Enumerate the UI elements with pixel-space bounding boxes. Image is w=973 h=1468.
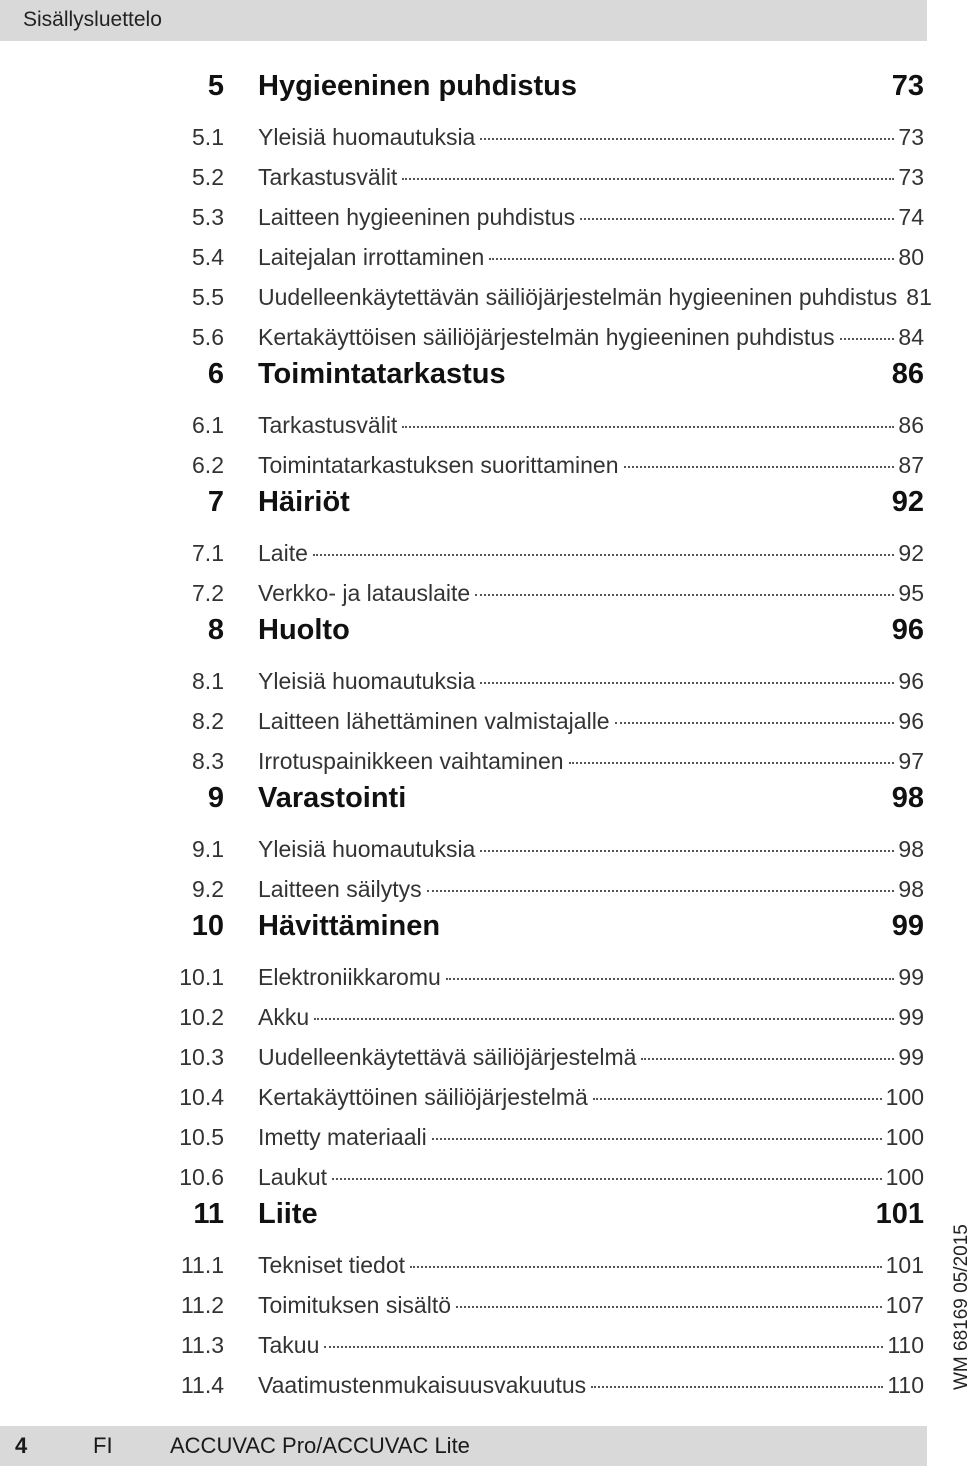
toc-section-row[interactable] <box>0 155 960 195</box>
toc-section-row[interactable] <box>0 1283 960 1323</box>
page-title: Sisällysluettelo <box>23 8 162 31</box>
toc-entry-page: 92 <box>891 486 924 518</box>
dot-leader <box>324 1346 883 1348</box>
toc-entry-title-line <box>258 70 924 103</box>
toc-entry-page: 92 <box>898 540 924 566</box>
toc-entry-number: 10.4 <box>179 1084 224 1110</box>
toc-entry-page: 81 <box>906 284 932 310</box>
toc-entry-title-line <box>258 1332 924 1359</box>
toc-entry-page: 95 <box>898 580 924 606</box>
dot-leader <box>410 1266 882 1268</box>
toc-entry-title-line <box>258 124 924 151</box>
toc-entry-number: 7.2 <box>192 580 224 606</box>
toc-entry-title: Elektroniikkaromu <box>258 964 441 990</box>
toc-entry-title-line <box>258 1124 924 1151</box>
toc-entry-page: 99 <box>898 964 924 990</box>
toc-entry-title: Laitejalan irrottaminen <box>258 244 485 270</box>
toc-entry-title-line <box>258 324 924 351</box>
toc-entry-title: Toimituksen sisältö <box>258 1292 452 1318</box>
dot-leader <box>840 338 895 340</box>
toc-entry-number: 10.6 <box>179 1164 224 1190</box>
toc-entry-page: 99 <box>898 1004 924 1030</box>
toc-entry-page: 80 <box>898 244 924 270</box>
toc-entry-page: 110 <box>887 1372 924 1398</box>
toc-section-row[interactable] <box>0 195 960 235</box>
toc-entry-page: 74 <box>898 204 924 230</box>
toc-entry-title: Yleisiä huomautuksia <box>258 668 476 694</box>
toc-entry-number: 10.2 <box>179 1004 224 1030</box>
toc-entry-title: Huolto <box>258 614 350 646</box>
toc-entry-number: 5.1 <box>192 124 224 150</box>
toc-entry-title: Laite <box>258 540 308 566</box>
toc-entry-title-line <box>258 836 924 863</box>
toc-section-row[interactable] <box>0 1075 960 1115</box>
toc-entry-title-line <box>258 1198 924 1231</box>
footer-product-name: ACCUVAC Pro/ACCUVAC Lite <box>170 1433 470 1458</box>
toc-entry-title-line <box>258 358 924 391</box>
toc-entry-number: 8 <box>207 614 224 646</box>
toc-entry-title: Toimintatarkastus <box>258 358 506 390</box>
toc-section-row[interactable] <box>0 699 960 739</box>
toc-entry-title: Yleisiä huomautuksia <box>258 124 476 150</box>
toc-entry-title-line <box>258 708 924 735</box>
toc-entry-page: 101 <box>885 1252 924 1278</box>
dot-leader <box>332 1178 882 1180</box>
toc-entry-title: Tarkastusvälit <box>258 412 398 438</box>
toc-entry-title: Varastointi <box>258 782 407 814</box>
toc-entry-page: 100 <box>885 1084 924 1110</box>
toc-entry-title: Tekniset tiedot <box>258 1252 406 1278</box>
dot-leader <box>641 1058 894 1060</box>
toc-entry-title-line <box>258 876 924 903</box>
toc-entry-number: 9 <box>207 782 224 814</box>
toc-entry-page: 96 <box>898 708 924 734</box>
toc-entry-number: 11.3 <box>180 1332 224 1358</box>
toc-chapter-row[interactable] <box>0 355 960 403</box>
toc-entry-title: Uudelleenkäytettävän säiliöjärjestelmän hygieeninen puhdistus <box>258 284 898 310</box>
toc-entry-title: Kertakäyttöisen säiliöjärjestelmän hygieeninen puhdistus <box>258 324 835 350</box>
toc-entry-title-line <box>258 1004 924 1031</box>
toc-entry-title-line <box>258 1252 924 1279</box>
toc-entry-title: Takuu <box>258 1332 320 1358</box>
toc-entry-number: 10 <box>191 910 224 942</box>
toc-entry-title-line <box>258 782 924 815</box>
toc-entry-title: Toimintatarkastuksen suorittaminen <box>258 452 619 478</box>
dot-leader <box>432 1138 882 1140</box>
toc-entry-number: 11.2 <box>180 1292 224 1318</box>
toc-section-row[interactable] <box>0 1323 960 1363</box>
toc-section-row[interactable] <box>0 827 960 867</box>
dot-leader <box>615 722 895 724</box>
dot-leader <box>427 890 895 892</box>
toc-entry-number: 5.2 <box>192 164 224 190</box>
toc-entry-title-line <box>258 580 924 607</box>
toc-entry-title-line <box>258 1084 924 1111</box>
toc-entry-page: 98 <box>898 876 924 902</box>
toc-entry-number: 5.3 <box>192 204 224 230</box>
toc-entry-title-line <box>258 486 924 519</box>
dot-leader <box>480 682 894 684</box>
toc-section-row[interactable] <box>0 739 960 779</box>
dot-leader <box>580 218 894 220</box>
dot-leader <box>480 850 894 852</box>
toc-entry-title: Hävittäminen <box>258 910 441 942</box>
toc-entry-number: 5.5 <box>192 284 224 310</box>
toc-entry-page: 98 <box>891 782 924 814</box>
toc-entry-page: 99 <box>898 1044 924 1070</box>
toc-entry-page: 100 <box>885 1124 924 1150</box>
document-reference: WM 68169 05/2015 <box>951 1224 972 1390</box>
toc-entry-title-line <box>258 452 924 479</box>
toc-entry-number: 8.1 <box>192 668 224 694</box>
toc-section-row[interactable] <box>0 115 960 155</box>
toc-entry-page: 73 <box>891 70 924 102</box>
toc-entry-title-line <box>258 1372 924 1399</box>
toc-entry-title: Liite <box>258 1198 318 1230</box>
toc-entry-number: 6.2 <box>192 452 224 478</box>
toc-entry-page: 73 <box>898 164 924 190</box>
toc-entry-title-line <box>258 412 924 439</box>
toc-entry-number: 5.4 <box>192 244 224 270</box>
toc-entry-page: 96 <box>898 668 924 694</box>
toc-section-row[interactable] <box>0 995 960 1035</box>
toc-entry-page: 97 <box>898 748 924 774</box>
toc-entry-title-line <box>258 964 924 991</box>
toc-entry-title-line <box>258 204 924 231</box>
dot-leader <box>489 258 894 260</box>
toc-entry-page: 86 <box>891 358 924 390</box>
toc-entry-number: 8.3 <box>192 748 224 774</box>
toc-entry-page: 99 <box>891 910 924 942</box>
toc-entry-page: 110 <box>887 1332 924 1358</box>
toc-entry-page: 86 <box>898 412 924 438</box>
toc-entry-title: Verkko- ja latauslaite <box>258 580 471 606</box>
toc-entry-number: 5 <box>207 70 224 102</box>
toc-entry-number: 7 <box>207 486 224 518</box>
toc-entry-title: Tarkastusvälit <box>258 164 398 190</box>
toc-entry-title: Hygieeninen puhdistus <box>258 70 578 102</box>
toc-entry-title-line <box>258 244 924 271</box>
toc-entry-page: 87 <box>898 452 924 478</box>
toc-section-row[interactable] <box>0 867 960 907</box>
header-bar <box>0 0 927 41</box>
dot-leader <box>456 1306 882 1308</box>
toc-chapter-row[interactable] <box>0 779 960 827</box>
toc-entry-title-line <box>258 668 924 695</box>
toc-entry-title-line <box>258 1044 924 1071</box>
toc-entry-number: 7.1 <box>192 540 224 566</box>
toc-entry-number: 9.1 <box>192 836 224 862</box>
toc-entry-number: 9.2 <box>192 876 224 902</box>
toc-entry-page: 101 <box>875 1198 924 1230</box>
toc-entry-title: Vaatimustenmukaisuusvakuutus <box>258 1372 587 1398</box>
dot-leader <box>314 1018 894 1020</box>
toc-entry-title: Irrotuspainikkeen vaihtaminen <box>258 748 564 774</box>
dot-leader <box>402 426 894 428</box>
toc-section-row[interactable] <box>0 403 960 443</box>
toc-entry-number: 6 <box>207 358 224 390</box>
toc-entry-title-line <box>258 614 924 647</box>
toc-entry-page: 100 <box>885 1164 924 1190</box>
toc-entry-page: 107 <box>885 1292 924 1318</box>
toc-entry-title-line <box>258 164 924 191</box>
toc-chapter-row[interactable] <box>0 611 960 659</box>
toc-entry-number: 11 <box>193 1198 224 1230</box>
dot-leader <box>446 978 895 980</box>
toc-section-row[interactable] <box>0 531 960 571</box>
toc-section-row[interactable] <box>0 1243 960 1283</box>
toc-entry-title-line <box>258 1164 924 1191</box>
toc-entry-page: 73 <box>898 124 924 150</box>
dot-leader <box>569 762 895 764</box>
toc-section-row[interactable] <box>0 571 960 611</box>
toc-chapter-row[interactable] <box>0 67 960 115</box>
toc-section-row[interactable] <box>0 1035 960 1075</box>
toc-entry-page: 96 <box>891 614 924 646</box>
footer-bar <box>0 1426 927 1466</box>
toc-entry-title: Laitteen lähettäminen valmistajalle <box>258 708 610 734</box>
toc-entry-title-line <box>258 748 924 775</box>
footer-language: FI <box>93 1433 113 1458</box>
toc-entry-number: 10.5 <box>179 1124 224 1150</box>
toc-entry-title-line <box>258 540 924 567</box>
toc-section-row[interactable] <box>0 235 960 275</box>
toc-entry-title-line <box>258 910 924 943</box>
toc-section-row[interactable] <box>0 275 960 315</box>
toc-section-row[interactable] <box>0 659 960 699</box>
dot-leader <box>591 1386 883 1388</box>
toc-section-row[interactable] <box>0 315 960 355</box>
dot-leader <box>313 554 895 556</box>
toc-entry-page: 84 <box>898 324 924 350</box>
toc-entry-title: Laitteen säilytys <box>258 876 422 902</box>
toc-section-row[interactable] <box>0 955 960 995</box>
toc-entry-page: 98 <box>898 836 924 862</box>
footer-page-number: 4 <box>15 1433 28 1458</box>
toc-entry-number: 10.1 <box>179 964 224 990</box>
dot-leader <box>480 138 894 140</box>
toc-entry-title: Kertakäyttöinen säiliöjärjestelmä <box>258 1084 588 1110</box>
toc-section-row[interactable] <box>0 1363 960 1403</box>
toc-entry-number: 8.2 <box>192 708 224 734</box>
toc-chapter-row[interactable] <box>0 907 960 955</box>
toc-entry-title-line <box>258 284 932 311</box>
toc-section-row[interactable] <box>0 1115 960 1155</box>
dot-leader <box>402 178 894 180</box>
toc-section-row[interactable] <box>0 443 960 483</box>
toc-section-row[interactable] <box>0 1155 960 1195</box>
toc-entry-title: Laitteen hygieeninen puhdistus <box>258 204 576 230</box>
table-of-contents <box>0 67 960 1403</box>
dot-leader <box>475 594 894 596</box>
toc-entry-number: 11.4 <box>180 1372 224 1398</box>
toc-entry-title-line <box>258 1292 924 1319</box>
toc-entry-title: Uudelleenkäytettävä säiliöjärjestelmä <box>258 1044 637 1070</box>
toc-chapter-row[interactable] <box>0 483 960 531</box>
toc-entry-title: Laukut <box>258 1164 328 1190</box>
toc-entry-number: 5.6 <box>192 324 224 350</box>
toc-entry-number: 10.3 <box>179 1044 224 1070</box>
toc-entry-number: 11.1 <box>180 1252 224 1278</box>
toc-entry-number: 6.1 <box>192 412 224 438</box>
dot-leader <box>624 466 895 468</box>
toc-entry-title: Yleisiä huomautuksia <box>258 836 476 862</box>
toc-chapter-row[interactable] <box>0 1195 960 1243</box>
toc-entry-title: Akku <box>258 1004 310 1030</box>
dot-leader <box>593 1098 882 1100</box>
toc-entry-title: Häiriöt <box>258 486 350 518</box>
toc-entry-title: Imetty materiaali <box>258 1124 427 1150</box>
